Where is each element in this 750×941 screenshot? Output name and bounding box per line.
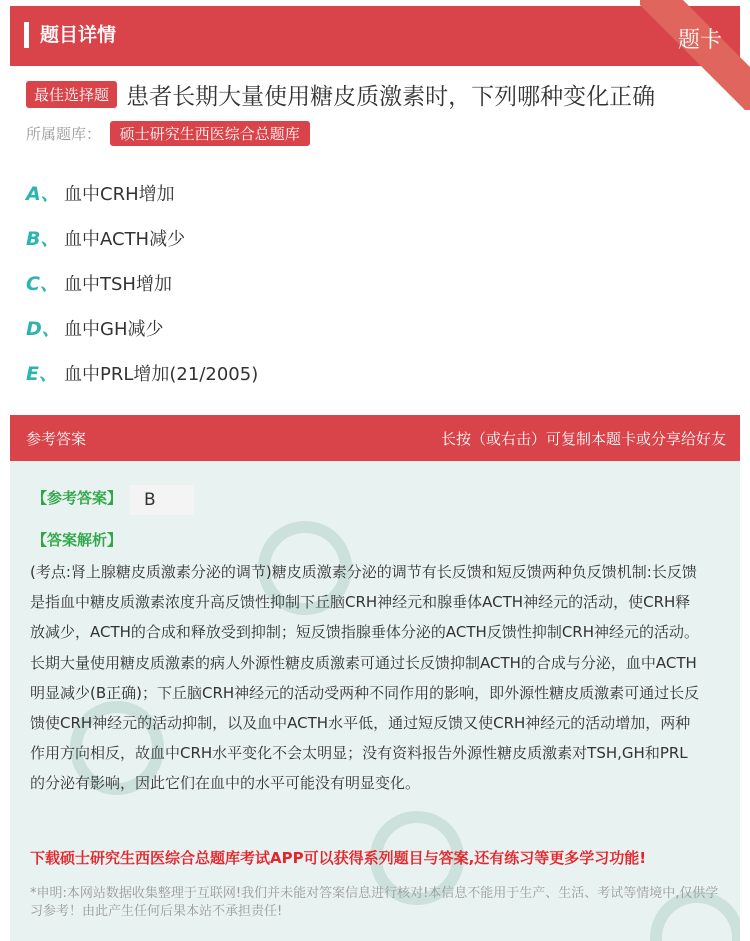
question-text: 患者长期大量使用糖皮质激素时，下列哪种变化正确 <box>126 84 656 110</box>
question-row <box>26 78 726 111</box>
source-tag[interactable]: 硕士研究生西医综合总题库 <box>110 121 310 146</box>
answer-body <box>10 461 740 941</box>
option-letter: D、 <box>26 318 61 340</box>
header-accent-bar <box>24 22 29 48</box>
page-title: 题目详情 <box>40 24 117 46</box>
options-list <box>26 170 258 395</box>
option-e[interactable] <box>26 350 258 395</box>
share-hint: 长按（或右击）可复制本题卡或分享给好友 <box>440 430 726 448</box>
analysis-text: (考点:肾上腺糖皮质激素分泌的调节)糖皮质激素分泌的调节有长反馈和短反馈两种负反馈机制:长反馈是指血中糖皮质激素浓度升高反馈性抑制下丘脑CRH神经元和腺垂体ACTH神经元的活动，使CRH释放减少，ACTH的合成和释放受到抑制；短反馈指腺垂体分泌的ACTH反馈性抑制CRH神经元的活动。长期大量使用糖皮质激素的病人外源性糖皮质激素可通过长反馈抑制ACTH的合成与分泌，血中ACTH明显减少(B正确)；下丘脑CRH神经元的活动受两种不同作用的影响，即外源性糖皮质激素可通过长反馈使CRH神经元的活动抑制，以及血中ACTH水平低，通过短反馈又使CRH神经元的活动增加，两种作用方向相反，故血中CRH水平变化不会太明显；没有资料报告外源性糖皮质激素对TSH,GH和PRL的分泌有影响，因此它们在血中的水平可能没有明显变化。 <box>30 563 700 793</box>
option-letter: A、 <box>26 183 60 205</box>
app-download-link[interactable]: 下载硕士研究生西医综合总题库考试APP可以获得系列题目与答案,还有练习等更多学习功能! <box>30 849 647 867</box>
answer-value: B <box>130 485 194 515</box>
option-c[interactable] <box>26 260 258 305</box>
source-label: 所属题库： <box>26 125 102 143</box>
option-letter: B、 <box>26 228 60 250</box>
option-letter: E、 <box>26 363 58 385</box>
question-source <box>26 121 310 146</box>
option-letter: C、 <box>26 273 59 295</box>
option-text: 血中TSH增加 <box>64 273 172 295</box>
option-b[interactable] <box>26 215 258 260</box>
disclaimer-text: *申明:本网站数据收集整理于互联网!我们并未能对答案信息进行核对!本信息不能用于生产、生活、考试等情境中,仅供学习参考！由此产生任何后果本站不承担责任! <box>30 886 719 919</box>
page-header <box>10 6 740 66</box>
option-a[interactable] <box>26 170 258 215</box>
answer-section-title: 参考答案 <box>26 430 87 448</box>
analysis-label: 【答案解析】 <box>32 531 123 549</box>
option-text: 血中ACTH减少 <box>64 228 186 250</box>
answer-header <box>10 415 740 461</box>
question-type-badge: 最佳选择题 <box>26 81 117 108</box>
corner-tag: 题卡 <box>677 27 723 53</box>
answer-label: 【参考答案】 <box>32 489 123 507</box>
option-text: 血中CRH增加 <box>64 183 175 205</box>
option-d[interactable] <box>26 305 258 350</box>
option-text: 血中PRL增加(21/2005) <box>64 363 259 385</box>
option-text: 血中GH减少 <box>64 318 164 340</box>
